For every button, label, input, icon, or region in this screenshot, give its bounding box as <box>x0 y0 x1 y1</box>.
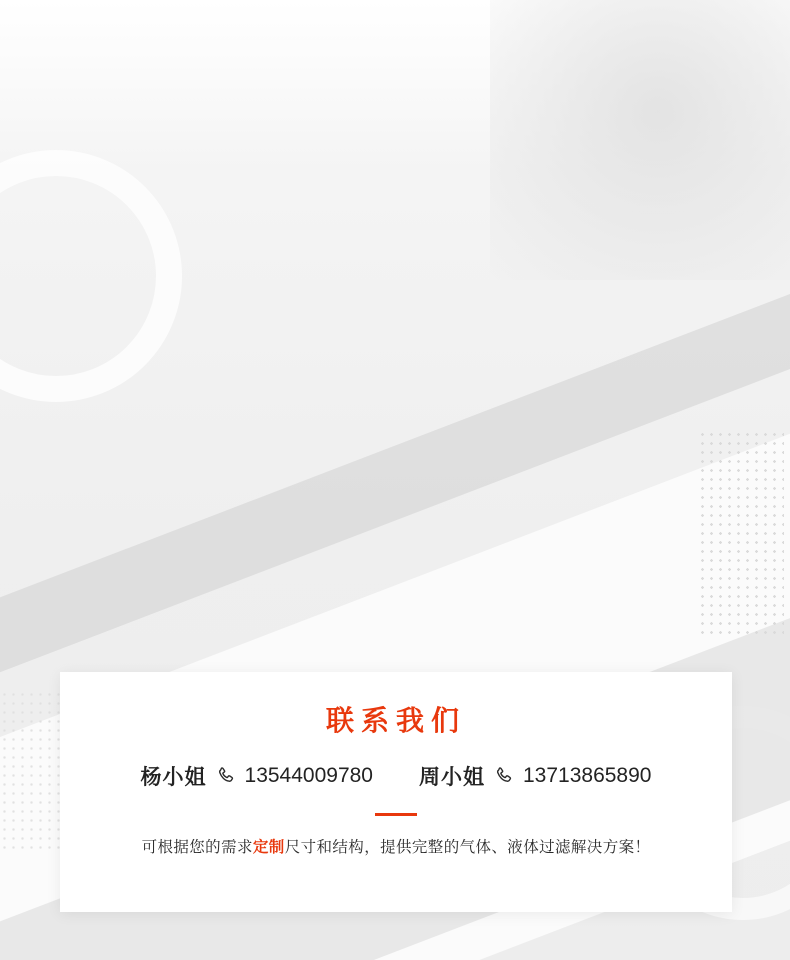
contact-name: 杨小姐 <box>140 766 207 789</box>
contact-divider <box>375 813 417 816</box>
contact-item <box>419 761 651 791</box>
background-corner-glow <box>490 0 790 280</box>
contact-list <box>60 761 732 791</box>
contact-phone[interactable]: 13544009780 <box>244 764 373 787</box>
background-dot-pattern-right <box>698 430 784 640</box>
contact-note-prefix: 可根据您的需求 <box>141 839 253 856</box>
contact-phone[interactable]: 13713865890 <box>523 764 652 787</box>
contact-note-suffix: 尺寸和结构，提供完整的气体、液体过滤解决方案！ <box>284 839 651 856</box>
contact-card <box>60 672 732 912</box>
contact-item <box>141 761 373 791</box>
contact-name: 周小姐 <box>419 766 485 789</box>
background-dot-pattern-left <box>0 690 60 850</box>
contact-title: 联系我们 <box>325 705 466 736</box>
phone-icon <box>494 766 514 786</box>
contact-note-highlight: 定制 <box>252 839 285 856</box>
phone-icon <box>216 766 236 786</box>
contact-note <box>60 835 732 857</box>
